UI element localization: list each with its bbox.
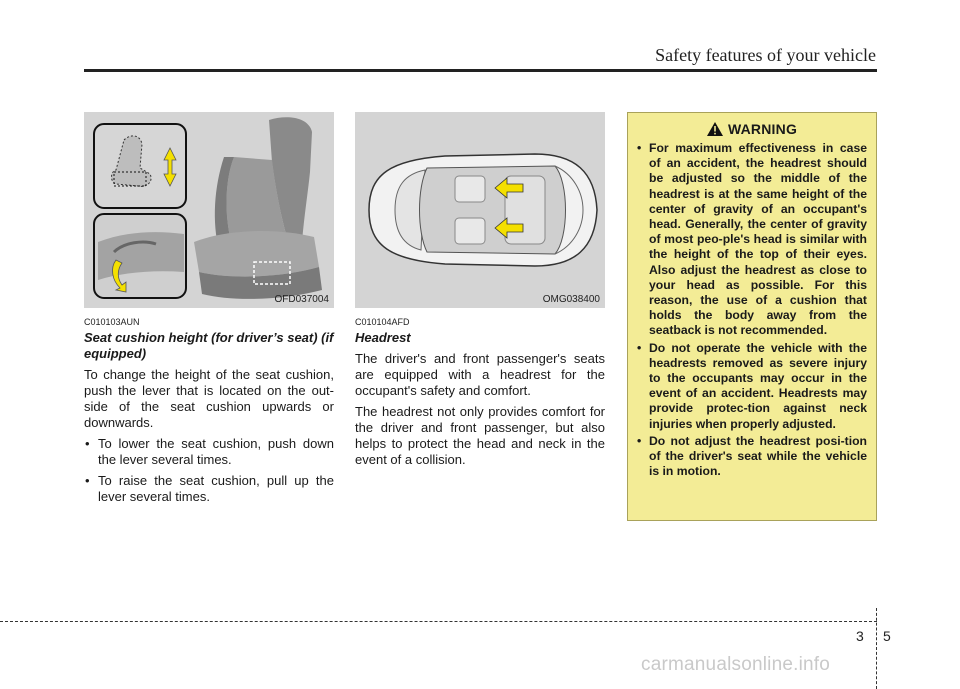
warning-list: [637, 141, 867, 479]
left-column: [84, 112, 334, 510]
section-code-middle: C010104AFD: [355, 317, 410, 327]
seat-cushion-intro: To change the height of the seat cushion, push the lever that is located on the out-side of the seat cushion upwards or downwards.: [84, 367, 334, 430]
warning-triangle-icon: [707, 122, 723, 136]
middle-column: [355, 112, 605, 468]
watermark: carmanualsonline.info: [641, 654, 831, 675]
footer-rule: [0, 621, 877, 622]
seat-illustration: [84, 112, 334, 308]
headrest-paragraph: The driver's and front passenger's seats are equipped with a headrest for the occupant's safety and comfort.: [355, 351, 605, 398]
section-code-left: C010103AUN: [84, 317, 140, 327]
footer-divider: [876, 608, 877, 689]
list-item: • For maximum effectiveness in case of an accident, the headrest should be adjusted so the middle of the headrest is at the same height of the center of gravity of an occupant's head. Generally, the center of gravity of most peo-ple's head is similar with the height of the top of their eyes. Also adjust the headrest as close to your head as possible. For this reason, the use of a cushion that holds the body away from the seatback is not recommended.: [637, 141, 867, 339]
headrest-paragraph: The headrest not only provides comfort for the driver and front passenger, but also helps to protect the head and neck in the event of a collision.: [355, 404, 605, 467]
figure-code-left: OFD037004: [274, 294, 329, 305]
warning-header: [637, 121, 867, 137]
list-item: • Do not adjust the headrest posi-tion of the driver's seat while the vehicle is in motion.: [637, 434, 867, 480]
header-rule: [84, 69, 877, 72]
seat-cushion-title: Seat cushion height (for driver’s seat) (if equipped): [84, 330, 334, 361]
car-top-view-illustration: [355, 112, 605, 308]
warning-title: WARNING: [727, 121, 798, 137]
figure-code-middle: OMG038400: [542, 294, 600, 305]
header-title: Safety features of your vehicle: [655, 45, 876, 65]
seat-cushion-figure: [84, 112, 334, 308]
warning-box: [627, 112, 877, 521]
list-item: • To raise the seat cushion, pull up the lever several times.: [84, 473, 334, 505]
list-item: • To lower the seat cushion, push down the lever several times.: [84, 436, 334, 468]
page-number: 5: [883, 628, 891, 644]
seat-cushion-bullets: [84, 436, 334, 505]
headrest-title: Headrest: [355, 330, 411, 345]
chapter-number: 3: [856, 628, 864, 644]
list-item: • Do not operate the vehicle with the headrests removed as severe injury to the occupants may occur in the event of an accident. Headrests may provide protec-tion against neck injuries when properly adjusted.: [637, 341, 867, 432]
headrest-figure: [355, 112, 605, 308]
